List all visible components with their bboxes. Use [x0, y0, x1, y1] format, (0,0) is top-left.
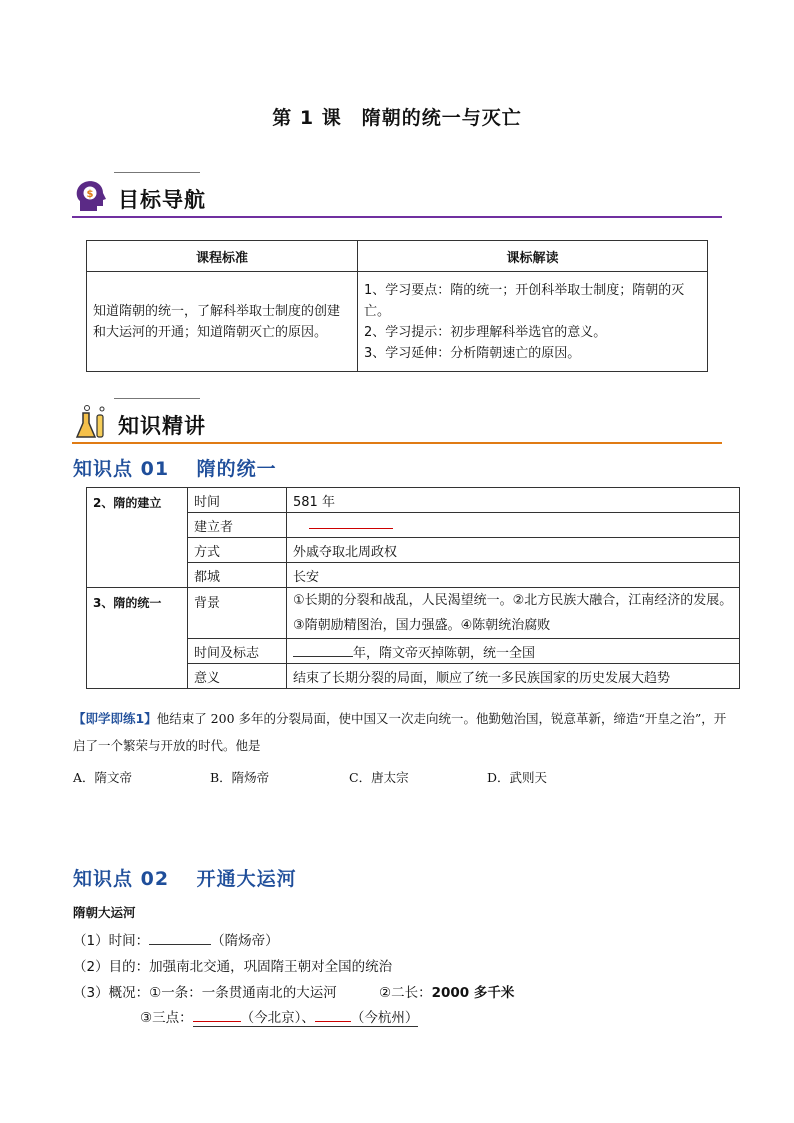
row-value: ①长期的分裂和战乱，人民渴望统一。②北方民族大融合，江南经济的发展。③隋朝励精图治，国力强盛。④陈朝统治腐败 [287, 588, 740, 639]
row-key: 时间及标志 [188, 639, 287, 664]
head-gear-icon [72, 177, 110, 215]
page-title: 第 1 课 隋朝的统一与灭亡 [272, 107, 522, 129]
section-header-goals [72, 172, 722, 218]
section-header-knowledge [72, 398, 722, 444]
knowledge-point-title: 知识点 01 隋的统一 [73, 458, 277, 480]
line-text: （3）概况：①一条：一条贯通南北的大运河 [73, 985, 337, 1001]
subheading: 隋朝大运河 [73, 905, 136, 920]
answer-blank[interactable] [149, 944, 211, 945]
category-cell: 3、隋的统一 [87, 588, 188, 689]
line-text: （1）时间： [73, 933, 150, 949]
practice-question [73, 705, 733, 759]
interpretation-item: 2、学习提示：初步理解科举选官的意义。 [364, 324, 607, 340]
row-key: 意义 [188, 664, 287, 689]
option-d[interactable]: D．武则天 [487, 770, 548, 785]
canal-time-line [73, 929, 279, 949]
answer-blank[interactable] [193, 1021, 241, 1022]
line-text: ②二长： [379, 985, 432, 1001]
table-header: 课程标准 [87, 241, 358, 272]
row-key: 建立者 [188, 513, 287, 538]
section-label: 知识精讲 [118, 414, 206, 438]
length-text [379, 981, 514, 1001]
interpretation-cell [358, 272, 708, 372]
section-underline [72, 442, 722, 444]
interpretation-item: 1、学习要点：隋的统一；开创科举取士制度；隋朝的灭亡。 [364, 282, 685, 319]
row-value [287, 513, 740, 538]
answer-blank[interactable] [315, 1021, 351, 1022]
practice-tag: 【即学即练1】 [73, 711, 157, 726]
row-key: 背景 [188, 588, 287, 639]
line-text: （今杭州） [350, 1010, 419, 1026]
section-underline [72, 216, 722, 218]
row-value: 581 年 [287, 488, 740, 513]
standard-cell: 知道隋朝的统一，了解科举取士制度的创建和大运河的开通；知道隋朝灭亡的原因。 [87, 272, 358, 372]
option-a[interactable]: A．隋文帝 [73, 770, 133, 785]
line-text: （隋炀帝） [211, 933, 279, 949]
points-underlined [193, 1006, 419, 1027]
line-text: ③三点： [140, 1010, 193, 1026]
row-value: 长安 [287, 563, 740, 588]
row-key: 都城 [188, 563, 287, 588]
divider [114, 398, 200, 399]
answer-blank[interactable] [309, 528, 393, 529]
knowledge-table [86, 487, 740, 689]
table-header: 课标解读 [358, 241, 708, 272]
row-value-text: 年，隋文帝灭掉陈朝，统一全国 [353, 645, 536, 661]
answer-blank[interactable] [293, 656, 353, 657]
canal-points-line [140, 1006, 418, 1027]
section-label: 目标导航 [118, 188, 206, 212]
length-value: 2000 多千米 [431, 985, 515, 1001]
flask-icon [72, 403, 110, 441]
category-cell: 2、隋的建立 [87, 488, 188, 588]
option-b[interactable]: B．隋炀帝 [210, 770, 270, 785]
row-value: 外戚夺取北周政权 [287, 538, 740, 563]
knowledge-point-title: 知识点 02 开通大运河 [73, 868, 297, 890]
interpretation-item: 3、学习延伸：分析隋朝速亡的原因。 [364, 345, 581, 361]
line-text: （今北京）、 [240, 1010, 315, 1026]
practice-text: 他结束了 200 多年的分裂局面，使中国又一次走向统一。他勤勉治国，锐意革新，缔造“开皇之治”，开启了一个繁荣与开放的时代。他是 [73, 711, 727, 753]
canal-overview-line [73, 981, 733, 1001]
option-c[interactable]: C．唐太宗 [349, 770, 409, 785]
row-key: 时间 [188, 488, 287, 513]
goal-table [86, 240, 708, 372]
row-value [287, 639, 740, 664]
row-value: 结束了长期分裂的局面，顺应了统一多民族国家的历史发展大趋势 [287, 664, 740, 689]
divider [114, 172, 200, 173]
svg-text:$: $ [86, 189, 94, 200]
row-key: 方式 [188, 538, 287, 563]
canal-purpose-line: （2）目的：加强南北交通，巩固隋王朝对全国的统治 [73, 959, 393, 975]
